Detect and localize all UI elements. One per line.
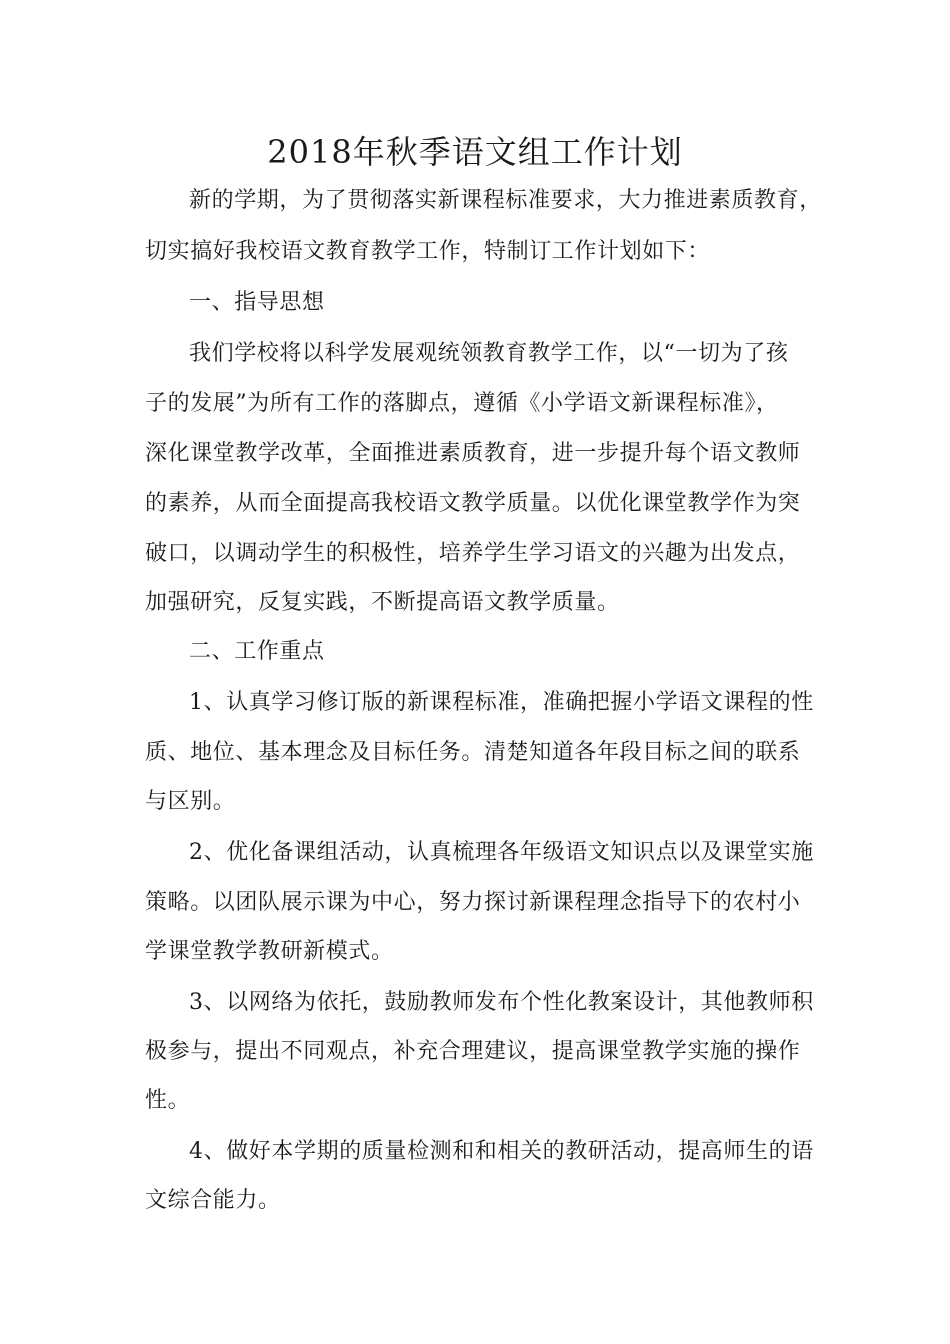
list-item-1-line: 质、地位、基本理念及目标任务。清楚知道各年段目标之间的联系: [145, 740, 801, 765]
list-item-2-line: 2、优化备课组活动，认真梳理各年级语文知识点以及课堂实施: [189, 840, 814, 865]
section-heading-work-focus: 二、工作重点: [189, 639, 325, 664]
document-title: 2018年秋季语文组工作计划: [267, 133, 683, 171]
paragraph-line: 的素养，从而全面提高我校语文教学质量。以优化课堂教学作为突: [145, 491, 801, 516]
list-item-3-line: 3、以网络为依托，鼓励教师发布个性化教案设计，其他教师积: [189, 990, 814, 1015]
intro-line-1: 新的学期，为了贯彻落实新课程标准要求，大力推进素质教育，: [189, 188, 822, 213]
list-item-3-line: 极参与，提出不同观点，补充合理建议，提高课堂教学实施的操作: [145, 1039, 801, 1064]
list-item-1-line: 1、认真学习修订版的新课程标准，准确把握小学语文课程的性: [189, 690, 814, 715]
list-item-3-line: 性。: [145, 1088, 191, 1113]
paragraph-line: 加强研究，反复实践，不断提高语文教学质量。: [145, 590, 620, 615]
section-heading-guiding-ideology: 一、指导思想: [189, 290, 325, 315]
list-item-2-line: 学课堂教学教研新模式。: [145, 939, 394, 964]
list-item-2-line: 策略。以团队展示课为中心，努力探讨新课程理念指导下的农村小: [145, 890, 801, 915]
paragraph-line: 我们学校将以科学发展观统领教育教学工作，以“一切为了孩: [189, 341, 789, 366]
paragraph-line: 破口，以调动学生的积极性，培养学生学习语文的兴趣为出发点，: [145, 541, 801, 566]
paragraph-line: 子的发展”为所有工作的落脚点，遵循《小学语文新课程标准》，: [145, 391, 779, 416]
paragraph-line: 深化课堂教学改革，全面推进素质教育，进一步提升每个语文教师: [145, 441, 801, 466]
list-item-4-line: 4、做好本学期的质量检测和和相关的教研活动，提高师生的语: [189, 1139, 814, 1164]
intro-line-2: 切实搞好我校语文教育教学工作，特制订工作计划如下：: [145, 239, 711, 264]
list-item-1-line: 与区别。: [145, 789, 236, 814]
list-item-4-line: 文综合能力。: [145, 1188, 281, 1213]
